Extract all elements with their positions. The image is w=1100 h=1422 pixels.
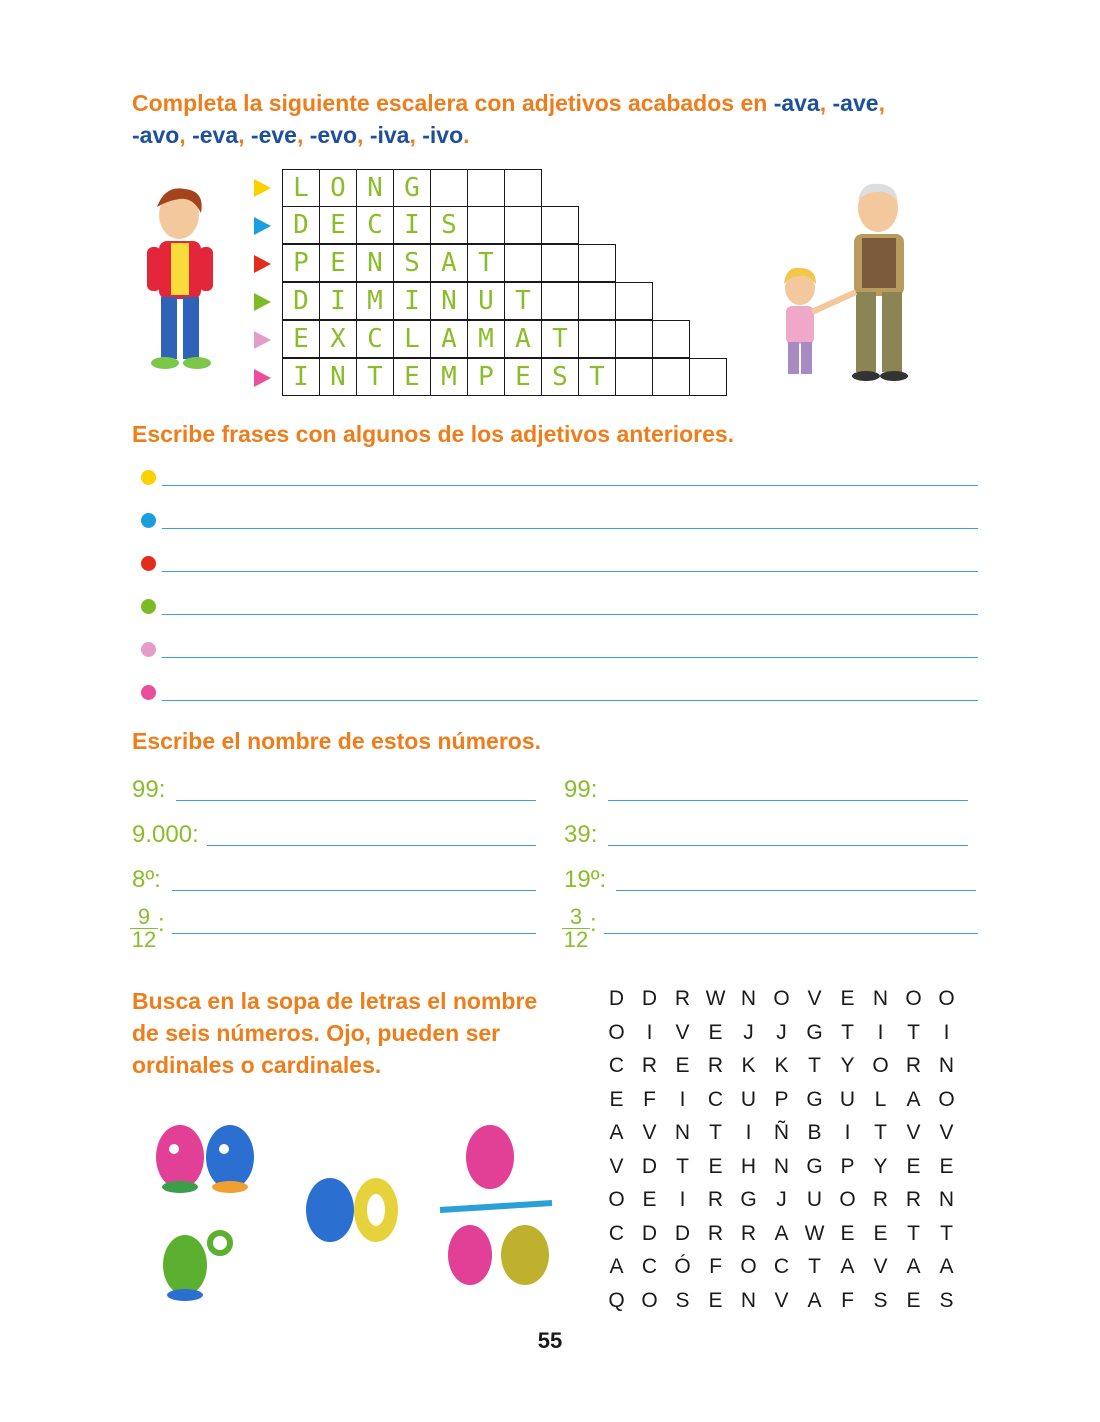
word-search-letter[interactable]: T	[709, 1121, 722, 1144]
word-search-letter[interactable]: T	[808, 1054, 821, 1077]
word-search-letter[interactable]: E	[708, 1154, 723, 1178]
ladder-letter: M	[430, 358, 468, 396]
word-search-row-3	[600, 1054, 963, 1078]
word-search-letter[interactable]: C	[608, 1221, 625, 1245]
word-search-letter[interactable]: D	[674, 1221, 691, 1245]
word-search-letter[interactable]: E	[840, 1221, 855, 1245]
word-search-letter[interactable]: A	[609, 1121, 624, 1144]
ladder-letter: E	[504, 358, 542, 396]
ladder-letter: S	[541, 358, 579, 396]
word-search-row-9	[600, 1255, 963, 1279]
word-search-letter[interactable]: I	[679, 1188, 686, 1211]
word-search-letter[interactable]: B	[807, 1121, 822, 1144]
word-search-letter[interactable]: T	[907, 1221, 920, 1245]
word-search-letter[interactable]: I	[844, 1121, 851, 1144]
ladder-letter: T	[504, 282, 542, 320]
word-search-letter[interactable]: N	[872, 987, 889, 1010]
ladder-letter: D	[282, 282, 320, 320]
sentence-line-5[interactable]	[162, 657, 978, 658]
exercise4-line-3: ordinales o cardinales.	[132, 1052, 382, 1078]
bullet-dot-3	[141, 556, 156, 571]
word-search-letter[interactable]: I	[646, 1020, 653, 1044]
ladder-letter: D	[282, 206, 320, 244]
fraction-right-colon: :	[590, 910, 597, 937]
word-search-letter[interactable]: R	[872, 1188, 889, 1211]
ladder-empty-cell[interactable]	[504, 169, 542, 207]
word-search-letter[interactable]: V	[774, 1288, 789, 1312]
word-search-letter[interactable]: Y	[873, 1154, 888, 1178]
answer-line-right-2[interactable]	[608, 845, 968, 846]
word-search-letter[interactable]: D	[641, 1154, 658, 1178]
ladder-empty-cell[interactable]	[578, 282, 616, 320]
fraction-right	[562, 906, 590, 951]
sentence-line-4[interactable]	[162, 614, 978, 615]
ladder-letter: C	[356, 320, 394, 358]
ladder-letter: I	[319, 282, 357, 320]
word-search-row-8	[600, 1222, 963, 1246]
word-search-letter[interactable]: R	[905, 1188, 922, 1211]
word-search-letter[interactable]: U	[806, 1188, 823, 1211]
fraction-left	[130, 906, 158, 951]
ladder-empty-cell[interactable]	[652, 320, 690, 358]
word-search-letter[interactable]: W	[705, 987, 726, 1010]
ladder-letter: S	[430, 206, 468, 244]
word-search-letter[interactable]: A	[774, 1221, 789, 1245]
word-search-letter[interactable]: P	[840, 1154, 855, 1178]
word-search-letter[interactable]: Ñ	[773, 1121, 790, 1144]
ladder-letter: S	[393, 244, 431, 282]
ladder-letter: N	[319, 358, 357, 396]
word-search-letter[interactable]: F	[709, 1255, 722, 1278]
word-search-letter[interactable]: V	[675, 1020, 690, 1044]
word-search-letter[interactable]: N	[740, 987, 757, 1010]
answer-line-right-1[interactable]	[608, 800, 968, 801]
word-search-letter[interactable]: N	[938, 1054, 955, 1077]
word-search-letter[interactable]: J	[743, 1020, 754, 1044]
suffix-iva: -iva	[369, 122, 410, 148]
word-search-letter[interactable]: O	[905, 987, 922, 1010]
word-search-row-5	[600, 1121, 963, 1145]
word-search-letter[interactable]: G	[806, 1154, 823, 1178]
ladder-empty-cell[interactable]	[504, 244, 542, 282]
ladder-letter: I	[282, 358, 320, 396]
ladder-empty-cell[interactable]	[652, 358, 690, 396]
word-search-letter[interactable]: D	[608, 987, 625, 1010]
ladder-letter: N	[356, 169, 394, 207]
suffix-eva: -eva	[192, 122, 239, 148]
ladder-row-3	[282, 245, 616, 283]
word-search-letter[interactable]: T	[874, 1121, 887, 1144]
word-search-letter[interactable]: R	[674, 987, 691, 1010]
word-search-letter[interactable]: N	[674, 1121, 691, 1144]
word-search-letter[interactable]: L	[874, 1087, 887, 1111]
word-search-letter[interactable]: O	[938, 1087, 955, 1111]
word-search-letter[interactable]: E	[609, 1087, 624, 1111]
word-search-letter[interactable]: I	[877, 1020, 884, 1044]
word-search-letter[interactable]: R	[641, 1054, 658, 1077]
suffix-avo: -avo	[132, 122, 180, 148]
exercise3-instruction: Escribe el nombre de estos números.	[132, 728, 542, 754]
word-search-letter[interactable]: A	[906, 1255, 921, 1278]
instruction-text: Completa la siguiente escalera con adjetivos acabados en	[132, 90, 774, 116]
ladder-letter: L	[282, 169, 320, 207]
word-search-letter[interactable]: O	[740, 1255, 757, 1278]
fraction-left-colon: :	[158, 910, 165, 937]
ladder-empty-cell[interactable]	[615, 320, 653, 358]
ladder-row-6	[282, 359, 727, 397]
ladder-letter: T	[467, 244, 505, 282]
word-search-row-10	[600, 1289, 963, 1313]
answer-line-left-2[interactable]	[207, 845, 536, 846]
exercise4-line-1: Busca en la sopa de letras el nombre	[132, 988, 538, 1014]
word-search-letter[interactable]: O	[938, 987, 955, 1010]
ladder-marker-6	[254, 369, 271, 387]
exercise4-line-2: de seis números. Ojo, pueden ser	[132, 1020, 501, 1046]
word-search-letter[interactable]: I	[745, 1121, 752, 1144]
word-search-letter[interactable]: Ó	[674, 1255, 691, 1278]
ladder-letter: E	[319, 206, 357, 244]
ladder-empty-cell[interactable]	[541, 244, 579, 282]
answer-line-right-4[interactable]	[604, 933, 978, 934]
ladder-letter: P	[282, 244, 320, 282]
answer-line-right-3[interactable]	[616, 890, 976, 891]
word-search-letter[interactable]: V	[873, 1255, 888, 1278]
word-search-row-2	[600, 1021, 963, 1045]
word-search-letter[interactable]: Y	[840, 1054, 855, 1077]
ladder-letter: M	[467, 320, 505, 358]
word-search-letter[interactable]: T	[808, 1255, 821, 1278]
word-search-row-6	[600, 1155, 963, 1179]
word-search-letter[interactable]: G	[806, 1087, 823, 1111]
word-search-letter[interactable]: S	[873, 1288, 888, 1312]
ladder-empty-cell[interactable]	[504, 206, 542, 244]
word-search-letter[interactable]: N	[773, 1154, 790, 1178]
ladder-letter: N	[356, 244, 394, 282]
word-search-letter[interactable]: A	[807, 1288, 822, 1312]
ladder-marker-3	[254, 255, 271, 273]
word-search-letter[interactable]: E	[906, 1154, 921, 1178]
word-search-letter[interactable]: U	[740, 1087, 757, 1111]
bullet-dot-1	[141, 470, 156, 485]
ladder-letter: E	[282, 320, 320, 358]
exercise2-instruction: Escribe frases con algunos de los adjetivos anteriores.	[132, 421, 735, 447]
word-search-letter[interactable]: R	[707, 1188, 724, 1211]
word-search-letter[interactable]: G	[740, 1188, 757, 1211]
ladder-letter: X	[319, 320, 357, 358]
word-search-letter[interactable]: C	[641, 1255, 658, 1278]
number-label-right-2: 39:	[564, 821, 598, 848]
word-search-letter[interactable]: S	[939, 1288, 954, 1312]
ladder-letter: U	[467, 282, 505, 320]
answer-line-left-3[interactable]	[172, 890, 536, 891]
ladder-letter: A	[430, 320, 468, 358]
word-search-letter[interactable]: O	[773, 987, 790, 1010]
word-search-letter[interactable]: T	[907, 1020, 920, 1044]
ladder-empty-cell[interactable]	[541, 206, 579, 244]
ladder-letter: A	[504, 320, 542, 358]
word-search-letter[interactable]: E	[708, 1020, 723, 1044]
word-search-letter[interactable]: E	[840, 987, 855, 1010]
number-label-left-2: 9.000:	[132, 821, 199, 848]
ladder-row-1	[282, 169, 542, 207]
word-search-letter[interactable]: W	[804, 1221, 825, 1245]
ladder-letter: O	[319, 169, 357, 207]
suffix-ava: -ava	[773, 90, 820, 116]
word-search-letter[interactable]: N	[740, 1288, 757, 1312]
ladder-empty-cell[interactable]	[467, 169, 505, 207]
word-search-row-4	[600, 1088, 963, 1112]
word-search-letter[interactable]: O	[839, 1188, 856, 1211]
word-search-letter[interactable]: E	[675, 1054, 690, 1077]
ladder-letter: L	[393, 320, 431, 358]
word-search-letter[interactable]: A	[609, 1255, 624, 1278]
ladder-letter: C	[356, 206, 394, 244]
number-label-right-3: 19º:	[564, 866, 607, 893]
word-search-letter[interactable]: F	[841, 1288, 854, 1312]
word-search-letter[interactable]: I	[943, 1020, 950, 1044]
suffix-eve: -eve	[250, 122, 297, 148]
ladder-letter: P	[467, 358, 505, 396]
ladder-letter: A	[430, 244, 468, 282]
word-search-letter[interactable]: E	[873, 1221, 888, 1245]
word-search-letter[interactable]: V	[609, 1154, 624, 1178]
number-label-left-1: 99:	[132, 776, 166, 803]
ladder-empty-cell[interactable]	[578, 244, 616, 282]
exercise1-instruction: Completa la siguiente escalera con adjetivos acabados en -ava, -ave, -avo, -eva, -eve, -evo, -iva, -ivo.	[132, 90, 885, 148]
word-search-letter[interactable]: N	[938, 1188, 955, 1211]
exercise4-instruction	[132, 985, 572, 1081]
number-label-left-3: 8º:	[132, 866, 161, 893]
word-search-letter[interactable]: E	[939, 1154, 954, 1178]
word-search-letter[interactable]: R	[707, 1221, 724, 1245]
ladder-letter: I	[393, 206, 431, 244]
ladder-letter: T	[541, 320, 579, 358]
word-search-letter[interactable]: C	[707, 1087, 724, 1111]
ladder-empty-cell[interactable]	[467, 206, 505, 244]
fraction-left-denominator: 12	[131, 927, 157, 952]
word-search-letter[interactable]: V	[939, 1121, 954, 1144]
word-search-letter[interactable]: C	[773, 1255, 790, 1278]
ladder-empty-cell[interactable]	[578, 320, 616, 358]
word-search-letter[interactable]: E	[708, 1288, 723, 1312]
word-search-letter[interactable]: R	[707, 1054, 724, 1077]
ladder-marker-4	[254, 293, 271, 311]
ladder-empty-cell[interactable]	[615, 282, 653, 320]
word-search-letter[interactable]: Q	[608, 1288, 625, 1312]
suffix-ave: -ave	[832, 90, 879, 116]
ladder-empty-cell[interactable]	[615, 358, 653, 396]
word-search-letter[interactable]: F	[643, 1087, 656, 1111]
word-search-letter[interactable]: T	[940, 1221, 953, 1245]
ladder-empty-cell[interactable]	[541, 282, 579, 320]
word-search-letter[interactable]: H	[740, 1154, 757, 1178]
ladder-empty-cell[interactable]	[430, 169, 468, 207]
ladder-empty-cell[interactable]	[689, 358, 727, 396]
ladder-row-5	[282, 321, 690, 359]
word-search-letter[interactable]: U	[839, 1087, 856, 1111]
ladder-letter: E	[393, 358, 431, 396]
fraction-right-denominator: 12	[563, 927, 589, 952]
word-search-letter[interactable]: R	[740, 1221, 757, 1245]
ladder-letter: M	[356, 282, 394, 320]
word-search-letter[interactable]: A	[840, 1255, 855, 1278]
word-search-letter[interactable]: J	[776, 1188, 787, 1211]
word-search-letter[interactable]: O	[608, 1020, 625, 1044]
ladder-letter: G	[393, 169, 431, 207]
number-label-right-1: 99:	[564, 776, 598, 803]
word-search-letter[interactable]: S	[675, 1288, 690, 1312]
bullet-dot-2	[141, 513, 156, 528]
word-search-letter[interactable]: R	[905, 1054, 922, 1077]
ladder-letter: T	[578, 358, 616, 396]
word-search-letter[interactable]: O	[872, 1054, 889, 1077]
word-search-letter[interactable]: V	[642, 1121, 657, 1144]
bullet-dot-4	[141, 599, 156, 614]
bullet-dot-6	[141, 685, 156, 700]
word-search-letter[interactable]: G	[806, 1020, 823, 1044]
word-search-letter[interactable]: K	[774, 1054, 789, 1077]
ladder-letter: E	[319, 244, 357, 282]
word-search-letter[interactable]: V	[807, 987, 822, 1010]
grandfather-girl-illustration	[770, 180, 920, 385]
word-search-letter[interactable]: C	[608, 1054, 625, 1077]
ladder-letter: I	[393, 282, 431, 320]
word-search-row-1	[600, 987, 963, 1011]
sentence-line-1[interactable]	[162, 485, 978, 486]
ladder-letter: T	[356, 358, 394, 396]
ladder-row-4	[282, 283, 653, 321]
word-search-letter[interactable]: P	[774, 1087, 789, 1111]
word-search-letter[interactable]: K	[741, 1054, 756, 1077]
word-search-letter[interactable]: D	[641, 987, 658, 1010]
word-search-letter[interactable]: O	[641, 1288, 658, 1312]
word-search-letter[interactable]: I	[679, 1087, 686, 1111]
word-search-letter[interactable]: A	[906, 1087, 921, 1111]
ladder-letter: N	[430, 282, 468, 320]
fraction-left-numerator: 9	[130, 906, 158, 929]
word-search-row-7	[600, 1188, 963, 1212]
answer-line-left-1[interactable]	[176, 800, 536, 801]
word-search-letter[interactable]: O	[608, 1188, 625, 1211]
word-search-letter[interactable]: T	[841, 1020, 854, 1044]
sentence-line-6[interactable]	[162, 700, 978, 701]
ladder-marker-1	[254, 179, 271, 197]
answer-line-left-4[interactable]	[172, 933, 536, 934]
ladder-marker-5	[254, 331, 271, 349]
boy-illustration	[135, 185, 225, 375]
word-search-letter[interactable]: E	[642, 1188, 657, 1211]
word-search-letter[interactable]: E	[906, 1288, 921, 1312]
fraction-right-numerator: 3	[562, 906, 590, 929]
ladder-row-2	[282, 207, 579, 245]
sentence-line-3[interactable]	[162, 571, 978, 572]
word-search-letter[interactable]: D	[641, 1221, 658, 1245]
word-search-letter[interactable]: J	[776, 1020, 787, 1044]
ladder-marker-2	[254, 217, 271, 235]
word-search-letter[interactable]: V	[906, 1121, 921, 1144]
suffix-ivo: -ivo	[422, 122, 464, 148]
sentence-line-2[interactable]	[162, 528, 978, 529]
suffix-evo: -evo	[309, 122, 358, 148]
page-number: 55	[537, 1328, 563, 1353]
number-characters-illustration	[140, 1115, 560, 1310]
word-search-letter[interactable]: T	[676, 1154, 689, 1178]
bullet-dot-5	[141, 642, 156, 657]
word-search-letter[interactable]: A	[939, 1255, 954, 1278]
